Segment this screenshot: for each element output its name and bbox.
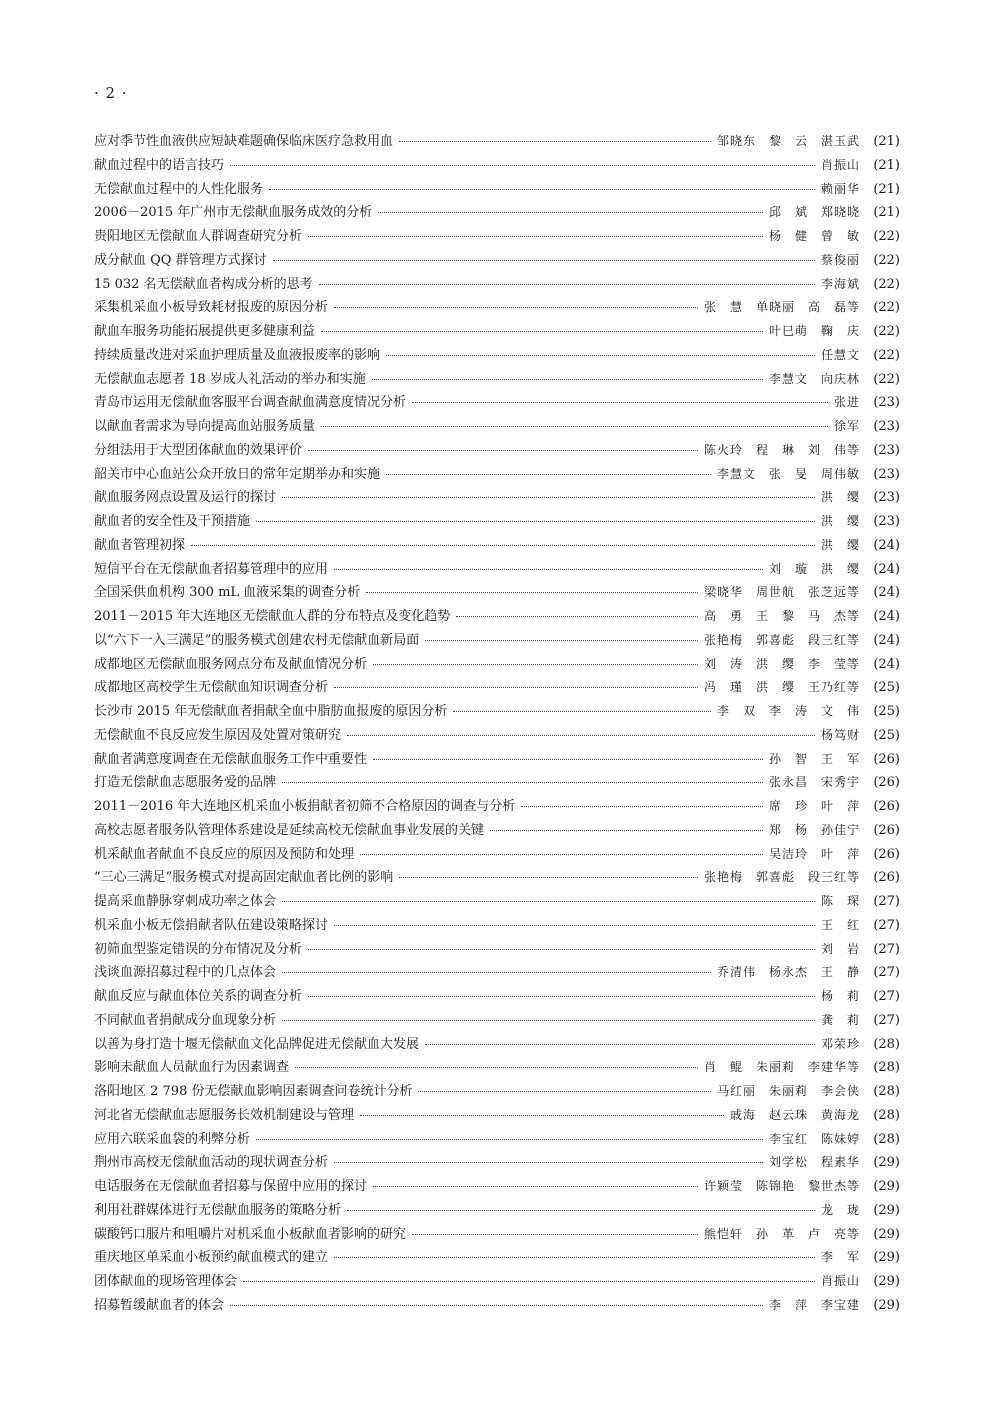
article-page: (21)	[873, 134, 900, 149]
article-title: 以善为身打造十堰无偿献血文化品牌促进无偿献血大发展	[94, 1036, 420, 1052]
article-authors: 洪 缨	[820, 514, 860, 528]
toc-entry[interactable]	[94, 1056, 900, 1080]
dot-leader	[521, 805, 763, 807]
article-page: (22)	[873, 371, 900, 387]
toc-entry[interactable]	[94, 748, 900, 772]
toc-entry[interactable]	[94, 320, 900, 344]
dot-leader	[334, 306, 698, 308]
article-title: 河北省无偿献血志愿服务长效机制建设与管理	[94, 1107, 355, 1123]
article-title: 初筛血型鉴定错误的分布情况及分析	[94, 941, 303, 957]
dot-leader	[321, 330, 763, 332]
toc-entry[interactable]	[94, 676, 900, 700]
article-authors: 高 勇 王 黎 马 杰等	[703, 609, 860, 623]
dot-leader	[347, 1209, 815, 1211]
article-authors: 肖振山	[820, 1274, 860, 1288]
article-page: (26)	[873, 751, 900, 767]
article-authors: 梁晓华 周世航 张芝远等	[703, 585, 860, 600]
article-page: (29)	[873, 1155, 900, 1171]
toc-entry[interactable]	[94, 296, 900, 320]
dot-leader	[372, 378, 763, 380]
toc-entry[interactable]	[94, 581, 900, 605]
article-authors: 洪 缨	[820, 490, 860, 505]
dot-leader	[373, 663, 698, 665]
article-authors: 刘 涛 洪 缨 李 莹等	[703, 656, 860, 671]
dot-leader	[230, 164, 815, 166]
article-title: “三心三满足”服务模式对提高固定献血者比例的影响	[94, 870, 394, 886]
article-authors: 孙 智 王 军	[768, 751, 860, 766]
article-page: (23)	[873, 442, 900, 458]
toc-entry[interactable]	[94, 629, 900, 653]
toc-entry[interactable]	[94, 463, 900, 487]
toc-entry[interactable]	[94, 368, 900, 392]
dot-leader	[334, 568, 763, 570]
article-title: 荆州市高校无偿献血活动的现状调查分析	[94, 1155, 329, 1171]
article-title: 献血者的安全性及干预措施	[94, 514, 251, 529]
toc-entry[interactable]	[94, 605, 900, 629]
article-title: 高校志愿者服务队管理体系建设是延续高校无偿献血事业发展的关键	[94, 822, 485, 838]
article-title: 贵阳地区无偿献血人群调查研究分析	[94, 229, 303, 244]
dot-leader	[243, 1280, 815, 1282]
article-page: (24)	[873, 609, 900, 624]
toc-entry[interactable]	[94, 178, 900, 202]
article-title: 成分献血 QQ 群管理方式探讨	[94, 252, 267, 268]
article-page: (29)	[873, 1274, 900, 1289]
dot-leader	[378, 211, 763, 213]
dot-leader	[334, 1256, 815, 1258]
article-title: 2011－2015 年大连地区无偿献血人群的分布特点及变化趋势	[94, 609, 451, 624]
article-authors: 洪 缨	[820, 537, 860, 552]
dot-leader	[334, 686, 698, 688]
dot-leader	[373, 1185, 698, 1187]
article-authors: 赖丽华	[820, 181, 860, 196]
article-title: 献血车服务功能拓展提供更多健康利益	[94, 324, 316, 339]
article-page: (24)	[873, 656, 900, 672]
toc-entry[interactable]	[94, 486, 900, 510]
article-page: (29)	[873, 1202, 900, 1218]
article-page: (26)	[873, 870, 900, 886]
article-authors: 徐军	[833, 419, 860, 433]
article-title: 应对季节性血液供应短缺难题确保临床医疗急救用血	[94, 134, 394, 149]
dot-leader	[386, 473, 711, 475]
dot-leader	[425, 1043, 815, 1045]
article-authors: 张艳梅 郭喜彪 段三红等	[703, 632, 860, 647]
toc-entry[interactable]	[94, 724, 900, 748]
article-title: 团体献血的现场管理体会	[94, 1274, 238, 1289]
article-authors: 张进	[833, 395, 860, 410]
article-page: (28)	[873, 1084, 900, 1099]
dot-leader	[399, 140, 711, 142]
dot-leader	[282, 781, 763, 783]
toc-entry[interactable]	[94, 1175, 900, 1199]
article-page: (22)	[873, 324, 900, 339]
article-page: (21)	[873, 181, 900, 197]
dot-leader	[347, 734, 815, 736]
dot-leader	[256, 1138, 763, 1140]
article-title: 以献血者需求为导向提高血站服务质量	[94, 419, 316, 434]
table-of-contents	[94, 130, 900, 1318]
article-page: (26)	[873, 799, 900, 814]
dot-leader	[282, 971, 711, 973]
toc-entry[interactable]	[94, 1033, 900, 1057]
article-title: 无偿献血过程中的人性化服务	[94, 181, 264, 197]
dot-leader	[425, 639, 698, 641]
toc-entry[interactable]	[94, 558, 900, 582]
dot-leader	[295, 1066, 698, 1068]
dot-leader	[334, 1161, 763, 1163]
article-page: (22)	[873, 300, 900, 316]
dot-leader	[412, 401, 828, 403]
dot-leader	[308, 948, 815, 950]
article-authors: 刘 璇 洪 缨	[768, 561, 860, 576]
article-title: 电话服务在无偿献血者招募与保留中应用的探讨	[94, 1179, 368, 1194]
toc-entry[interactable]	[94, 843, 900, 867]
toc-entry[interactable]	[94, 771, 900, 795]
dot-leader	[386, 354, 815, 356]
toc-entry[interactable]	[94, 1294, 900, 1318]
article-authors: 杨笃财	[820, 727, 860, 742]
article-authors: 邱 斌 郑晓晓	[768, 205, 860, 220]
dot-leader	[191, 544, 815, 546]
article-page: (29)	[873, 1250, 900, 1266]
article-page: (29)	[873, 1297, 900, 1313]
dot-leader	[308, 235, 763, 237]
toc-entry[interactable]	[94, 985, 900, 1009]
article-authors: 杨 莉	[820, 989, 860, 1003]
article-title: 献血者满意度调查在无偿献血服务工作中重要性	[94, 751, 368, 767]
toc-entry[interactable]	[94, 961, 900, 985]
article-authors: 龙 珑	[820, 1202, 860, 1217]
article-title: 成都地区无偿献血服务网点分布及献血情况分析	[94, 656, 368, 672]
toc-entry[interactable]	[94, 1009, 900, 1033]
article-page: (24)	[873, 632, 900, 648]
article-authors: 刘学松 程素华	[768, 1155, 860, 1170]
toc-entry[interactable]	[94, 795, 900, 819]
article-authors: 李慧文 向庆林	[768, 371, 860, 386]
toc-entry[interactable]	[94, 1104, 900, 1128]
article-title: 韶关市中心血站公众开放日的常年定期举办和实施	[94, 466, 381, 482]
toc-entry[interactable]	[94, 819, 900, 843]
dot-leader	[282, 900, 815, 902]
dot-leader	[282, 1019, 815, 1021]
toc-entry[interactable]	[94, 1151, 900, 1175]
article-page: (23)	[873, 466, 900, 482]
dot-leader	[308, 995, 815, 997]
article-authors: 李海斌	[820, 276, 860, 291]
toc-entry[interactable]	[94, 1223, 900, 1247]
article-title: 提高采血静脉穿刺成功率之体会	[94, 894, 277, 909]
article-title: 以“六下一入三满足”的服务模式创建农村无偿献血新局面	[94, 632, 420, 648]
article-title: 打造无偿献血志愿服务爱的品牌	[94, 775, 277, 791]
article-title: 青岛市运用无偿献血客服平台调查献血满意度情况分析	[94, 395, 407, 411]
article-page: (25)	[873, 704, 900, 719]
article-page: (27)	[873, 941, 900, 957]
article-title: 碳酸钙口服片和咀嚼片对机采血小板献血者影响的研究	[94, 1226, 407, 1242]
dot-leader	[418, 1090, 711, 1092]
article-page: (22)	[873, 276, 900, 292]
toc-entry[interactable]	[94, 938, 900, 962]
toc-entry[interactable]	[94, 415, 900, 439]
article-title: 应用六联采血袋的利弊分析	[94, 1131, 251, 1147]
article-authors: 李 双 李 涛 文 伟	[716, 704, 860, 718]
article-page: (26)	[873, 775, 900, 791]
article-authors: 乔清伟 杨永杰 王 静	[716, 965, 860, 980]
article-authors: 邓荣珍	[820, 1036, 860, 1051]
dot-leader	[456, 615, 698, 617]
article-authors: 李宝红 陈妹婷	[768, 1131, 860, 1146]
article-title: 重庆地区单采血小板预约献血模式的建立	[94, 1250, 329, 1266]
dot-leader	[360, 853, 763, 855]
dot-leader	[453, 710, 711, 712]
article-authors: 王 红	[820, 917, 860, 932]
article-page: (27)	[873, 894, 900, 909]
dot-leader	[308, 449, 698, 451]
article-page: (23)	[873, 514, 900, 529]
article-title: 15 032 名无偿献血者构成分析的思考	[94, 276, 313, 292]
article-title: 利用社群媒体进行无偿献血服务的策略分析	[94, 1202, 342, 1218]
article-authors: 刘 岩	[820, 941, 860, 956]
dot-leader	[321, 425, 828, 427]
dot-leader	[256, 520, 815, 522]
article-page: (24)	[873, 537, 900, 553]
dot-leader	[366, 591, 698, 593]
article-title: 全国采供血机构 300 mL 血液采集的调查分析	[94, 585, 361, 601]
article-page: (22)	[873, 229, 900, 244]
article-authors: 肖振山	[820, 157, 860, 172]
article-authors: 肖 鲲 朱丽莉 李建华等	[703, 1060, 860, 1075]
toc-entry[interactable]	[94, 914, 900, 938]
article-page: (25)	[873, 680, 900, 696]
toc-entry[interactable]	[94, 1270, 900, 1294]
toc-entry[interactable]	[94, 391, 900, 415]
toc-entry[interactable]	[94, 273, 900, 297]
article-page: (28)	[873, 1131, 900, 1147]
article-page: (29)	[873, 1226, 900, 1242]
article-authors: 蔡俊丽	[820, 252, 860, 267]
article-title: 无偿献血不良反应发生原因及处置对策研究	[94, 727, 342, 743]
article-title: 成都地区高校学生无偿献血知识调查分析	[94, 680, 329, 696]
dot-leader	[269, 188, 815, 190]
article-title: 影响未献血人员献血行为因素调查	[94, 1060, 290, 1076]
article-authors: 熊恺轩 孙 革 卢 亮等	[703, 1226, 860, 1241]
article-title: 2006－2015 年广州市无偿献血服务成效的分析	[94, 205, 373, 221]
article-page: (28)	[873, 1060, 900, 1076]
toc-entry[interactable]	[94, 653, 900, 677]
article-title: 献血服务网点设置及运行的探讨	[94, 490, 277, 506]
article-authors: 陈 琛	[820, 894, 860, 908]
article-title: 短信平台在无偿献血者招募管理中的应用	[94, 561, 329, 577]
article-page: (24)	[873, 561, 900, 577]
dot-leader	[490, 829, 763, 831]
dot-leader	[273, 259, 815, 261]
article-page: (26)	[873, 846, 900, 862]
article-authors: 戚海 赵云珠 黄海龙	[729, 1107, 860, 1122]
article-title: 献血过程中的语言技巧	[94, 157, 225, 173]
dot-leader	[334, 924, 815, 926]
toc-entry[interactable]	[94, 439, 900, 463]
article-title: 分组法用于大型团体献血的效果评价	[94, 442, 303, 458]
article-authors: 叶巳萌 鞠 庆	[768, 324, 860, 338]
toc-entry[interactable]	[94, 225, 900, 249]
article-page: (27)	[873, 917, 900, 933]
article-page: (23)	[873, 490, 900, 506]
article-title: 招募暂缓献血者的体会	[94, 1297, 225, 1313]
toc-entry[interactable]	[94, 866, 900, 890]
toc-entry[interactable]	[94, 344, 900, 368]
toc-entry[interactable]	[94, 700, 900, 724]
article-authors: 马红丽 朱丽莉 李会侠	[716, 1084, 860, 1098]
article-title: 浅谈血源招募过程中的几点体会	[94, 965, 277, 981]
article-authors: 席 珍 叶 萍	[768, 799, 860, 813]
article-title: 机采血小板无偿捐献者队伍建设策略探讨	[94, 917, 329, 933]
article-title: 洛阳地区 2 798 份无偿献血影响因素调查问卷统计分析	[94, 1084, 413, 1099]
article-page: (24)	[873, 585, 900, 601]
article-authors: 李 军	[820, 1250, 860, 1265]
article-title: 献血者管理初探	[94, 537, 186, 553]
article-authors: 郑 杨 孙佳宁	[768, 822, 860, 837]
article-authors: 许颖莹 陈锦艳 黎世杰等	[703, 1179, 860, 1193]
article-authors: 张 慧 单晓丽 高 磊等	[703, 300, 860, 315]
article-authors: 陈火玲 程 琳 刘 伟等	[703, 442, 860, 457]
article-page: (29)	[873, 1179, 900, 1194]
toc-entry[interactable]	[94, 1246, 900, 1270]
dot-leader	[399, 876, 698, 878]
toc-entry[interactable]	[94, 201, 900, 225]
toc-entry[interactable]	[94, 890, 900, 914]
article-page: (28)	[873, 1107, 900, 1123]
article-authors: 冯 瑾 洪 缨 王乃红等	[703, 680, 860, 695]
article-title: 持续质量改进对采血护理质量及血液报废率的影响	[94, 347, 381, 363]
article-authors: 任慧文	[820, 347, 860, 362]
article-page: (21)	[873, 157, 900, 173]
dot-leader	[282, 496, 815, 498]
article-page: (25)	[873, 727, 900, 743]
article-title: 长沙市 2015 年无偿献血者捐献全血中脂肪血报废的原因分析	[94, 704, 448, 719]
article-title: 献血反应与献血体位关系的调查分析	[94, 989, 303, 1004]
toc-entry[interactable]	[94, 154, 900, 178]
dot-leader	[373, 758, 763, 760]
article-page: (23)	[873, 395, 900, 411]
toc-entry[interactable]	[94, 249, 900, 273]
dot-leader	[230, 1304, 763, 1306]
toc-entry[interactable]	[94, 1080, 900, 1104]
article-authors: 龚 莉	[820, 1012, 860, 1027]
article-page: (22)	[873, 252, 900, 268]
article-page: (27)	[873, 965, 900, 981]
article-title: 采集机采血小板导致耗材报废的原因分析	[94, 300, 329, 316]
article-page: (27)	[873, 989, 900, 1004]
page-number: · 2 ·	[94, 84, 128, 102]
article-page: (21)	[873, 205, 900, 221]
dot-leader	[360, 1114, 724, 1116]
dot-leader	[412, 1233, 698, 1235]
dot-leader	[319, 283, 815, 285]
toc-entry[interactable]	[94, 510, 900, 534]
article-title: 不同献血者捐献成分血现象分析	[94, 1012, 277, 1028]
toc-entry[interactable]	[94, 534, 900, 558]
article-authors: 张永昌 宋秀宇	[768, 775, 860, 790]
article-page: (23)	[873, 419, 900, 434]
toc-entry[interactable]	[94, 1128, 900, 1152]
article-authors: 邹晓东 黎 云 湛玉武	[716, 134, 860, 148]
article-authors: 李 萍 李宝建	[768, 1297, 860, 1312]
article-page: (28)	[873, 1036, 900, 1052]
article-page: (27)	[873, 1012, 900, 1028]
article-title: 无偿献血志愿者 18 岁成人礼活动的举办和实施	[94, 371, 366, 387]
article-title: 2011－2016 年大连地区机采血小板捐献者初筛不合格原因的调查与分析	[94, 799, 516, 814]
article-page: (26)	[873, 822, 900, 838]
toc-entry[interactable]	[94, 1199, 900, 1223]
article-authors: 李慧文 张 旻 周伟敏	[716, 466, 860, 481]
toc-entry[interactable]	[94, 130, 900, 154]
article-authors: 杨 健 曾 敏	[768, 229, 860, 243]
article-title: 机采献血者献血不良反应的原因及预防和处理	[94, 846, 355, 862]
article-page: (22)	[873, 347, 900, 363]
article-authors: 张艳梅 郭喜彪 段三红等	[703, 870, 860, 885]
article-authors: 吴洁玲 叶 萍	[768, 846, 860, 861]
